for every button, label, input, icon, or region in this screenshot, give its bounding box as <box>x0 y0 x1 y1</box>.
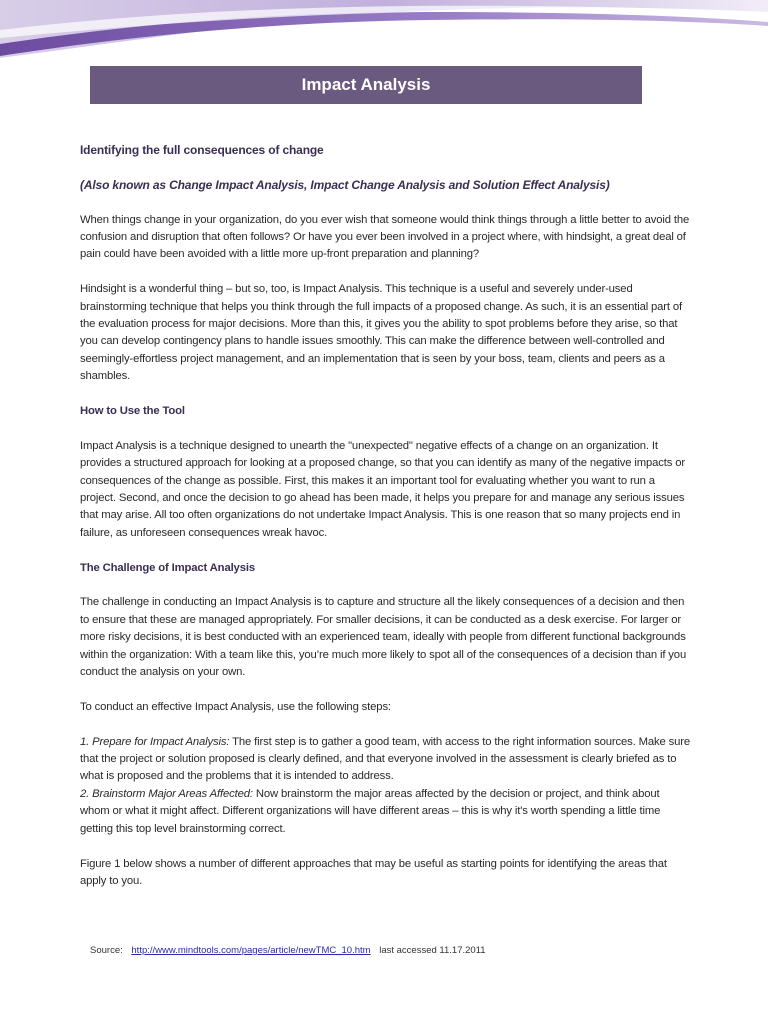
step-label: 1. Prepare for Impact Analysis: <box>80 735 230 748</box>
step-item <box>80 734 690 786</box>
section-heading-challenge: The Challenge of Impact Analysis <box>80 561 255 574</box>
document-body <box>80 142 690 908</box>
accessed-date: last accessed 11.17.2011 <box>379 945 486 956</box>
source-link[interactable]: http://www.mindtools.com/pages/article/newTMC_10.htm <box>131 945 371 956</box>
source-label: Source: <box>90 945 123 956</box>
document-heading: Identifying the full consequences of change <box>80 143 324 157</box>
step-text: Now brainstorm the major areas affected by the decision or project, and think about whom or what it might affect. Different organizations will have different areas – this is why it's worth spending a little time getting this top level brainstorming correct. <box>80 787 661 835</box>
intro-paragraph-1: When things change in your organization, do you ever wish that someone would think things through a little better to avoid the confusion and disruption that often follows? Or have you ever been involved in a project where, with hindsight, a great deal of pain could have been avoided with a little more up-front preparation and planning? <box>80 213 690 261</box>
step-label: 2. Brainstorm Major Areas Affected: <box>80 787 253 800</box>
step-text: The first step is to gather a good team, with access to the right information sources. Make sure that the project or solution proposed is clearly defined, and that everyone involved in the assessment is clearly briefed as to what is proposed and the problems that it is intended to address. <box>80 735 690 783</box>
how-to-paragraph: Impact Analysis is a technique designed to unearth the "unexpected" negative effects of a change on an organization. It provides a structured approach for looking at a proposed change, so that you can identify as many of the negative impacts or consequences of the change as possible. First, this makes it an important tool for evaluating whether you want to run a project. Second, and once the decision to go ahead has been made, it helps you prepare for and manage any serious issues that may arise. All too often organizations do not undertake Impact Analysis. This is one reason that so many projects end in failure, as unforeseen consequences wreak havoc. <box>80 439 685 539</box>
source-footer <box>90 945 690 956</box>
intro-paragraph-2: Hindsight is a wonderful thing – but so, too, is Impact Analysis. This technique is a useful and severely under-used brainstorming technique that helps you think through the full impacts of a proposed change. As such, it is an essential part of the evaluation process for major decisions. More than this, it gives you the ability to spot problems before they arise, so that you can develop contingency plans to handle issues smoothly. This can make the difference between well-controlled and seemingly-effortless project management, and an implementation that is seen by your boss, team, clients and peers as a shambles. <box>80 283 683 383</box>
steps-intro: To conduct an effective Impact Analysis, use the following steps: <box>80 700 391 713</box>
header-swoosh-decoration <box>0 0 768 70</box>
challenge-paragraph: The challenge in conducting an Impact Analysis is to capture and structure all the likely consequences of a decision and then to ensure that these are managed appropriately. For smaller decisions, it can be conducted as a desk exercise. For larger or more risky decisions, it is best conducted with an experienced team, ideally with people from different functional backgrounds within the organization: With a team like this, you’re much more likely to spot all of the consequences of a decision than if you conduct the analysis on your own. <box>80 596 687 679</box>
page-title-bar <box>90 66 642 104</box>
section-heading-how-to: How to Use the Tool <box>80 405 185 418</box>
step-item <box>80 786 690 838</box>
steps-list <box>80 734 690 838</box>
document-subtitle: (Also known as Change Impact Analysis, Impact Change Analysis and Solution Effect Analysis) <box>80 177 610 192</box>
figure-note: Figure 1 below shows a number of different approaches that may be useful as starting points for identifying the areas that apply to you. <box>80 857 667 887</box>
page-title: Impact Analysis <box>301 75 431 94</box>
